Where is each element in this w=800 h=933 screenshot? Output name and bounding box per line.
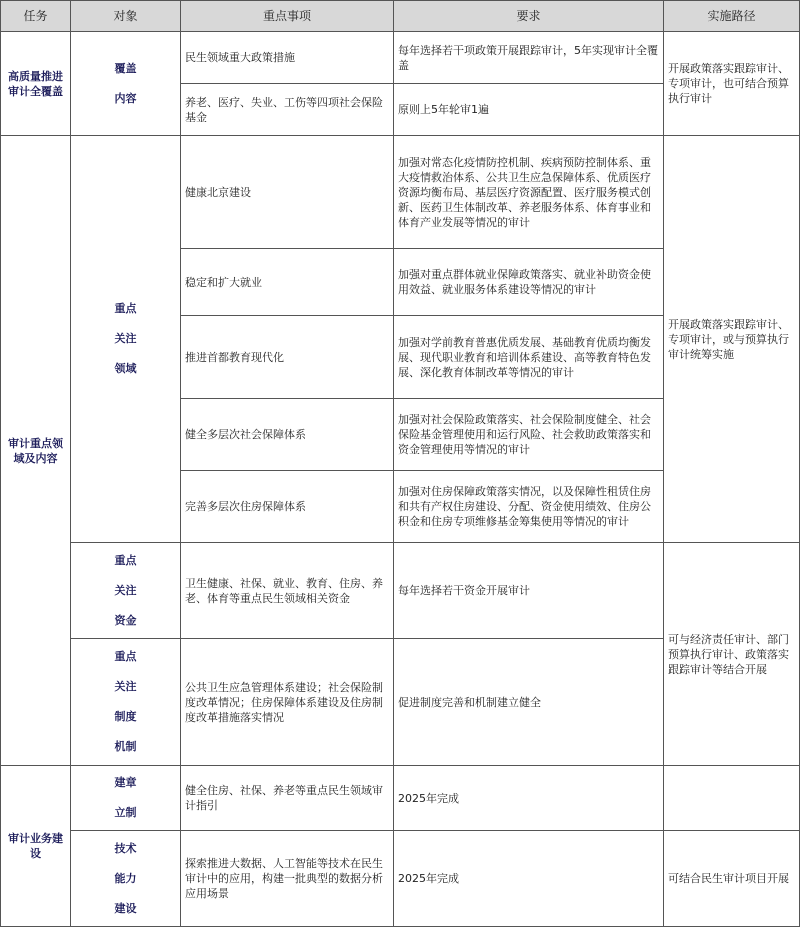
path-cell: 开展政策落实跟踪审计、专项审计，也可结合预算执行审计 bbox=[664, 32, 800, 136]
object-line: 机制 bbox=[114, 740, 137, 753]
key-item-cell: 完善多层次住房保障体系 bbox=[181, 471, 394, 543]
table-row bbox=[1, 831, 800, 927]
object-cell bbox=[71, 543, 181, 639]
header-key-items: 重点事项 bbox=[181, 1, 394, 32]
task-cell: 审计业务建设 bbox=[1, 766, 71, 927]
object-line: 技术 bbox=[114, 841, 137, 855]
key-item-cell: 健全多层次社会保障体系 bbox=[181, 399, 394, 471]
requirement-cell: 加强对常态化疫情防控机制、疾病预防控制体系、重大疫情救治体系、公共卫生应急保障体系、优质医疗资源均衡布局、基层医疗资源配置、医疗服务模式创新、医药卫生体制改革、养老服务体系、体育事业和体育产业发展等情况的审计 bbox=[394, 136, 664, 249]
requirement-cell: 加强对学前教育普惠优质发展、基础教育优质均衡发展、现代职业教育和培训体系建设、高等教育特色发展、深化教育体制改革等情况的审计 bbox=[394, 316, 664, 399]
object-line: 关注 bbox=[114, 583, 137, 597]
key-item-cell: 健康北京建设 bbox=[181, 136, 394, 249]
object-line: 关注 bbox=[114, 680, 137, 693]
header-row bbox=[1, 1, 800, 32]
object-line: 立制 bbox=[114, 806, 137, 819]
table-row bbox=[1, 136, 800, 249]
object-cell bbox=[71, 766, 181, 831]
key-item-cell: 民生领域重大政策措施 bbox=[181, 32, 394, 84]
task-cell: 审计重点领域及内容 bbox=[1, 136, 71, 766]
requirement-cell: 每年选择若干资金开展审计 bbox=[394, 543, 664, 639]
path-cell bbox=[664, 766, 800, 831]
object-line: 建章 bbox=[114, 776, 137, 789]
requirement-cell: 每年选择若干项政策开展跟踪审计，5年实现审计全覆盖 bbox=[394, 32, 664, 84]
object-cell bbox=[71, 32, 181, 136]
key-item-cell: 健全住房、社保、养老等重点民生领域审计指引 bbox=[181, 766, 394, 831]
requirement-cell: 促进制度完善和机制建立健全 bbox=[394, 639, 664, 766]
header-task: 任务 bbox=[1, 1, 71, 32]
requirement-cell: 2025年完成 bbox=[394, 831, 664, 927]
object-line: 关注 bbox=[114, 332, 137, 345]
requirement-cell: 原则上5年轮审1遍 bbox=[394, 84, 664, 136]
key-item-cell: 公共卫生应急管理体系建设；社会保险制度改革情况；住房保障体系建设及住房制度改革措施落实情况 bbox=[181, 639, 394, 766]
table-row bbox=[1, 543, 800, 639]
object-line: 资金 bbox=[114, 613, 137, 627]
requirement-cell: 加强对社会保险政策落实、社会保险制度健全、社会保险基金管理使用和运行风险、社会救助政策落实和资金管理使用等情况的审计 bbox=[394, 399, 664, 471]
header-requirements: 要求 bbox=[394, 1, 664, 32]
table-row bbox=[1, 32, 800, 84]
object-line: 领域 bbox=[114, 362, 137, 375]
object-line: 制度 bbox=[114, 710, 137, 723]
path-cell: 可结合民生审计项目开展 bbox=[664, 831, 800, 927]
object-line: 覆盖 bbox=[114, 61, 137, 75]
path-cell: 可与经济责任审计、部门预算执行审计、政策落实跟踪审计等结合开展 bbox=[664, 543, 800, 766]
task-cell: 高质量推进审计全覆盖 bbox=[1, 32, 71, 136]
header-object: 对象 bbox=[71, 1, 181, 32]
object-line: 重点 bbox=[114, 650, 137, 663]
requirement-cell: 2025年完成 bbox=[394, 766, 664, 831]
table-row bbox=[1, 766, 800, 831]
key-item-cell: 养老、医疗、失业、工伤等四项社会保险基金 bbox=[181, 84, 394, 136]
object-line: 能力 bbox=[114, 871, 137, 885]
requirement-cell: 加强对住房保障政策落实情况，以及保障性租赁住房和共有产权住房建设、分配、资金使用绩效、住房公积金和住房专项维修基金筹集使用等情况的审计 bbox=[394, 471, 664, 543]
key-item-cell: 稳定和扩大就业 bbox=[181, 249, 394, 316]
path-cell: 开展政策落实跟踪审计、专项审计，或与预算执行审计统筹实施 bbox=[664, 136, 800, 543]
object-cell bbox=[71, 831, 181, 927]
header-implementation-path: 实施路径 bbox=[664, 1, 800, 32]
object-cell bbox=[71, 136, 181, 543]
key-item-cell: 探索推进大数据、人工智能等技术在民生审计中的应用，构建一批典型的数据分析应用场景 bbox=[181, 831, 394, 927]
key-item-cell: 卫生健康、社保、就业、教育、住房、养老、体育等重点民生领域相关资金 bbox=[181, 543, 394, 639]
object-line: 重点 bbox=[114, 302, 137, 315]
object-line: 内容 bbox=[114, 91, 137, 105]
object-cell bbox=[71, 639, 181, 766]
requirement-cell: 加强对重点群体就业保障政策落实、就业补助资金使用效益、就业服务体系建设等情况的审计 bbox=[394, 249, 664, 316]
key-item-cell: 推进首都教育现代化 bbox=[181, 316, 394, 399]
object-line: 重点 bbox=[114, 553, 137, 567]
object-line: 建设 bbox=[114, 901, 137, 915]
